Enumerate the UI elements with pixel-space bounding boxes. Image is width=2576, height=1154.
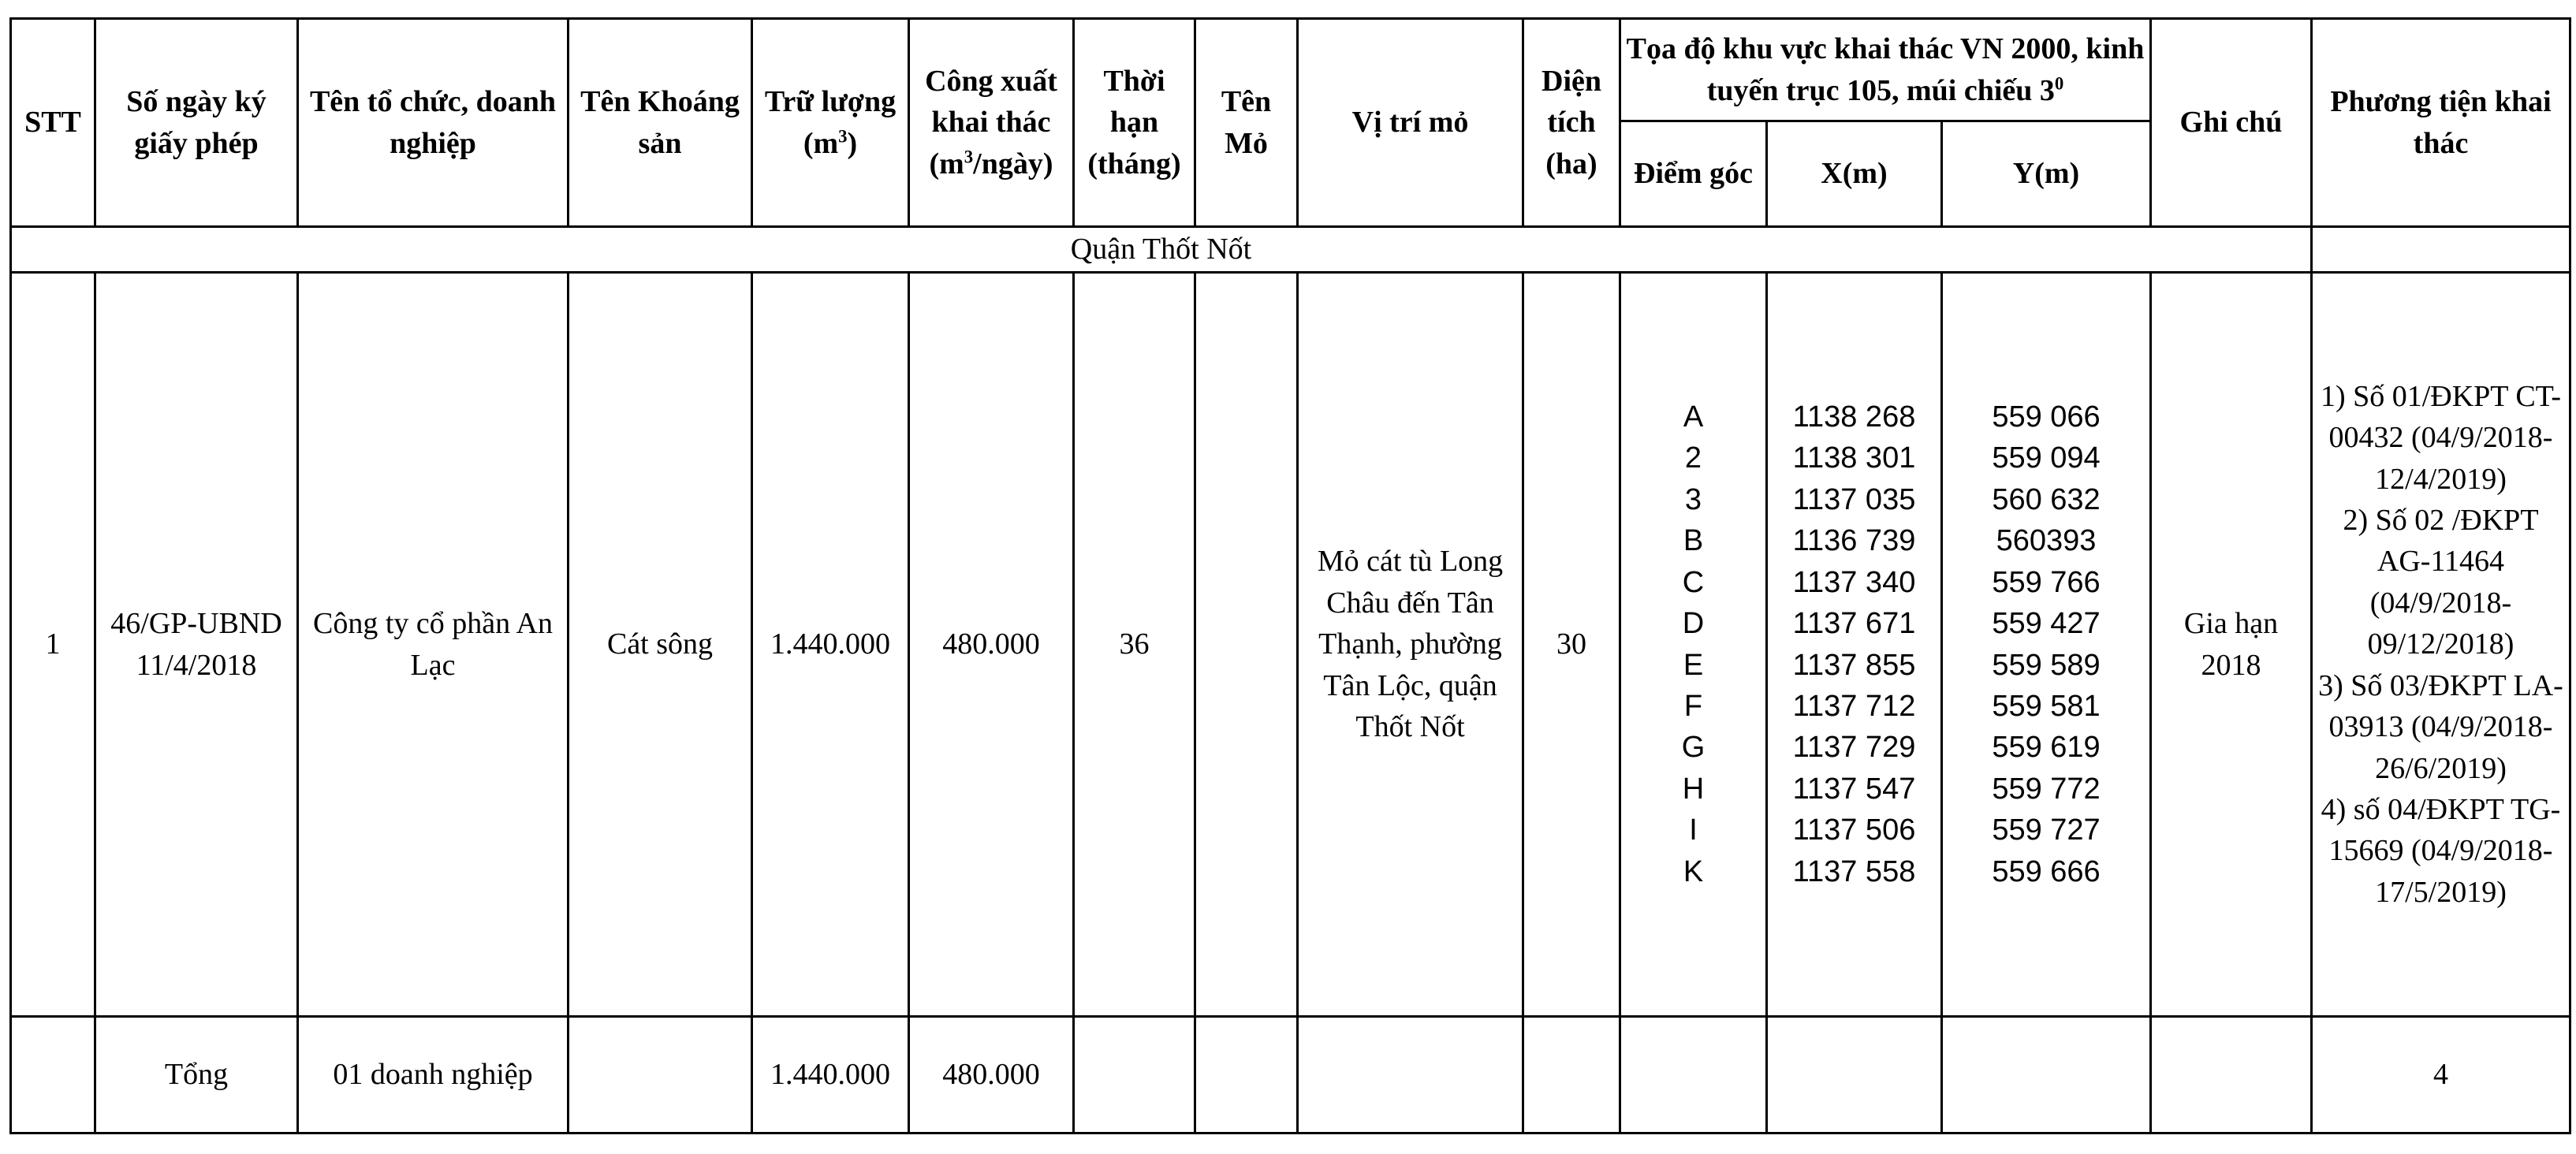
header-capacity: Công xuất khai thác $(m^3/ngày)$ xyxy=(909,19,1074,227)
total-reserve: 1.440.000 xyxy=(752,1017,909,1134)
corner-point: H xyxy=(1682,772,1705,806)
header-x: X(m) xyxy=(1767,121,1942,227)
x-value: 1137 340 xyxy=(1792,565,1916,599)
row-reserve: 1.440.000 xyxy=(752,273,909,1017)
row-area: 30 xyxy=(1523,273,1620,1017)
total-stt-empty xyxy=(11,1017,95,1134)
row-location: Mỏ cát tù Long Châu đến Tân Thạnh, phường Tân Lộc, quận Thốt Nốt xyxy=(1298,273,1523,1017)
header-coordinates-group: Tọa độ khu vực khai thác VN 2000, kinh tuyến trục 105, múi chiếu $3^0$ xyxy=(1620,19,2151,121)
y-value: 559 427 xyxy=(1992,607,2101,641)
total-empty xyxy=(1942,1017,2151,1134)
total-empty xyxy=(1298,1017,1523,1134)
corner-point: 3 xyxy=(1684,482,1702,516)
total-empty xyxy=(1074,1017,1195,1134)
total-organizations: 01 doanh nghiệp xyxy=(298,1017,569,1134)
total-empty xyxy=(1767,1017,1942,1134)
vehicle-entry: 2) Số 02 /ĐKPT AG-11464 (04/9/2018-09/12/2018) xyxy=(2343,503,2539,661)
y-value: 560393 xyxy=(1996,524,2097,558)
corner-point: 2 xyxy=(1684,441,1702,475)
header-y: Y(m) xyxy=(1942,121,2151,227)
x-value: 1137 671 xyxy=(1792,607,1916,641)
total-capacity: 480.000 xyxy=(909,1017,1074,1134)
total-mineral-empty xyxy=(569,1017,752,1134)
total-empty xyxy=(1195,1017,1298,1134)
y-value: 559 066 xyxy=(1992,400,2101,434)
x-value: 1137 035 xyxy=(1792,482,1916,516)
row-vehicles xyxy=(2312,273,2570,1017)
header-note: Ghi chú xyxy=(2151,19,2312,227)
header-vehicles: Phương tiện khai thác xyxy=(2312,19,2570,227)
x-value: 1138 268 xyxy=(1792,400,1916,434)
header-mine-name: Tên Mỏ xyxy=(1195,19,1298,227)
vehicle-entry: 3) Số 03/ĐKPT LA- 03913 (04/9/2018-26/6/2019) xyxy=(2318,668,2563,785)
x-value: 1136 739 xyxy=(1792,524,1916,558)
row-term: 36 xyxy=(1074,273,1195,1017)
y-value: 559 619 xyxy=(1992,731,2101,765)
header-location: Vị trí mỏ xyxy=(1298,19,1523,227)
row-organization: Công ty cổ phần An Lạc xyxy=(298,273,569,1017)
mining-permit-table xyxy=(9,17,2571,1134)
y-value: 559 772 xyxy=(1992,772,2101,806)
header-permit: Số ngày ký giấy phép xyxy=(95,19,298,227)
y-value: 559 589 xyxy=(1992,648,2101,682)
row-x-values xyxy=(1767,273,1942,1017)
y-value: 559 666 xyxy=(1992,854,2101,888)
corner-point: G xyxy=(1681,731,1706,765)
corner-point: C xyxy=(1682,565,1705,599)
x-value: 1137 547 xyxy=(1792,772,1916,806)
vehicle-entry: 4) số 04/ĐKPT TG-15669 (04/9/2018-17/5/2019) xyxy=(2321,793,2561,909)
x-value: 1137 558 xyxy=(1792,854,1916,888)
row-mineral: Cát sông xyxy=(569,273,752,1017)
total-label: Tổng xyxy=(95,1017,298,1134)
row-mine-name xyxy=(1195,273,1298,1017)
row-y-values xyxy=(1942,273,2151,1017)
y-value: 560 632 xyxy=(1992,482,2101,516)
header-mineral: Tên Khoáng sản xyxy=(569,19,752,227)
header-corner: Điểm góc xyxy=(1620,121,1767,227)
header-organization: Tên tổ chức, doanh nghiệp xyxy=(298,19,569,227)
header-term: Thời hạn (tháng) xyxy=(1074,19,1195,227)
corner-point: A xyxy=(1683,400,1704,434)
header-reserve: Trữ lượng $(m^3)$ xyxy=(752,19,909,227)
y-value: 559 766 xyxy=(1992,565,2101,599)
x-value: 1138 301 xyxy=(1792,441,1916,475)
total-empty xyxy=(2151,1017,2312,1134)
corner-point: K xyxy=(1683,854,1704,888)
total-vehicles: 4 xyxy=(2312,1017,2570,1134)
corner-point: E xyxy=(1683,648,1704,682)
row-capacity: 480.000 xyxy=(909,273,1074,1017)
x-value: 1137 729 xyxy=(1792,731,1916,765)
corner-point: B xyxy=(1683,524,1704,558)
x-value: 1137 506 xyxy=(1792,813,1916,847)
corner-point: F xyxy=(1683,689,1703,723)
total-empty xyxy=(1620,1017,1767,1134)
total-row xyxy=(11,1017,2570,1134)
total-empty xyxy=(1523,1017,1620,1134)
x-value: 1137 712 xyxy=(1792,689,1916,723)
row-corners xyxy=(1620,273,1767,1017)
header-area: Diện tích (ha) xyxy=(1523,19,1620,227)
y-value: 559 581 xyxy=(1992,689,2101,723)
row-note: Gia hạn 2018 xyxy=(2151,273,2312,1017)
corner-point: D xyxy=(1682,607,1705,641)
header-stt: STT xyxy=(11,19,95,227)
x-value: 1137 855 xyxy=(1792,648,1916,682)
row-stt: 1 xyxy=(11,273,95,1017)
district-empty-cell xyxy=(2312,227,2570,273)
table-row xyxy=(11,273,2570,1017)
y-value: 559 727 xyxy=(1992,813,2101,847)
corner-point: I xyxy=(1689,813,1698,847)
vehicle-entry: 1) Số 01/ĐKPT CT-00432 (04/9/2018-12/4/2019) xyxy=(2320,379,2562,496)
district-label: Quận Thốt Nốt xyxy=(11,227,2312,273)
y-value: 559 094 xyxy=(1992,441,2101,475)
row-permit: 46/GP-UBND 11/4/2018 xyxy=(95,273,298,1017)
